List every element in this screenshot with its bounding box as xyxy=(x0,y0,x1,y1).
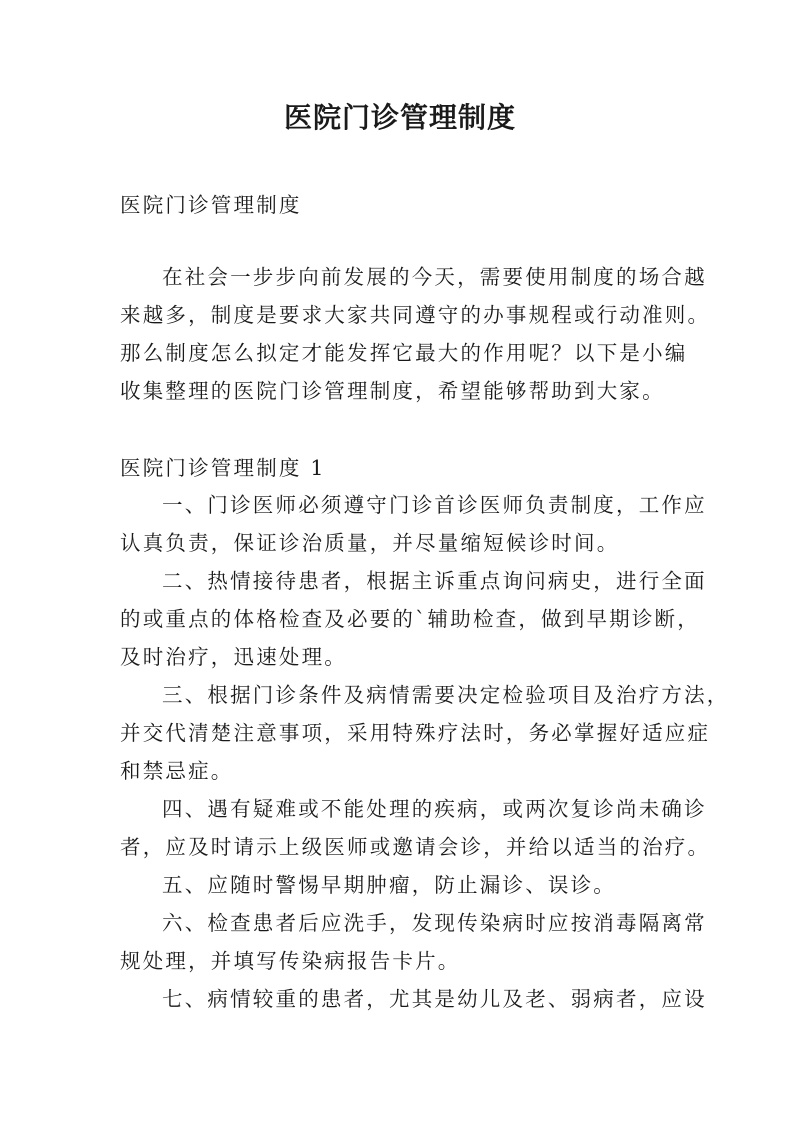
document-title: 医院门诊管理制度 xyxy=(283,101,516,134)
item-line: 并交代清楚注意事项，采用特殊疗法时，务必掌握好适应症 xyxy=(120,721,711,745)
item-line: 五、应随时警惕早期肿瘤，防止漏诊、误诊。 xyxy=(162,873,616,897)
item-line: 规处理，并填写传染病报告卡片。 xyxy=(120,949,461,973)
item-line: 和禁忌症。 xyxy=(120,759,234,783)
item-line: 六、检查患者后应洗手，发现传染病时应按消毒隔离常 xyxy=(162,911,707,935)
item-line: 一、门诊医师必须遵守门诊首诊医师负责制度，工作应 xyxy=(162,493,707,517)
item-line: 四、遇有疑难或不能处理的疾病，或两次复诊尚未确诊 xyxy=(162,797,707,821)
item-line: 者，应及时请示上级医师或邀请会诊，并给以适当的治疗。 xyxy=(120,835,711,859)
intro-line-1: 在社会一步步向前发展的今天，需要使用制度的场合越 xyxy=(162,265,707,289)
intro-line-4: 收集整理的医院门诊管理制度，希望能够帮助到大家。 xyxy=(120,379,665,403)
section-heading: 医院门诊管理制度 1 xyxy=(120,456,326,480)
item-line: 的或重点的体格检查及必要的`辅助检查，做到早期诊断， xyxy=(120,607,700,631)
item-line: 二、热情接待患者，根据主诉重点询问病史，进行全面 xyxy=(162,569,707,593)
intro-line-3: 那么制度怎么拟定才能发挥它最大的作用呢？以下是小编 xyxy=(120,341,688,365)
item-line: 及时治疗，迅速处理。 xyxy=(120,645,347,669)
item-line: 认真负责，保证诊治质量，并尽量缩短候诊时间。 xyxy=(120,531,620,555)
item-line: 三、根据门诊条件及病情需要决定检验项目及治疗方法， xyxy=(162,683,730,707)
item-line: 七、病情较重的患者，尤其是幼儿及老、弱病者，应设 xyxy=(162,987,707,1011)
intro-line-2: 来越多，制度是要求大家共同遵守的办事规程或行动准则。 xyxy=(120,303,711,327)
document-subtitle: 医院门诊管理制度 xyxy=(120,193,302,217)
